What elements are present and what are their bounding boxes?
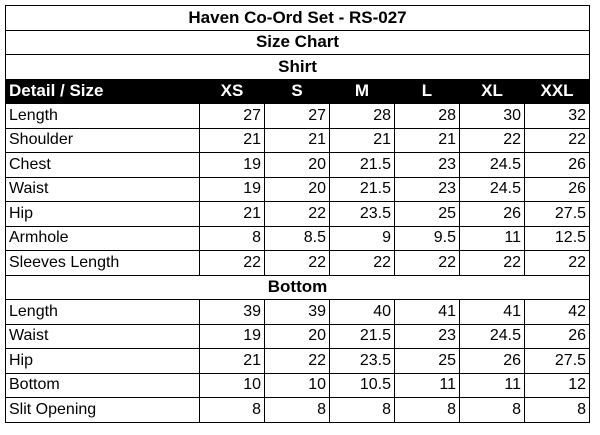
measurement-cell: 20 [265, 177, 330, 202]
measurement-cell: 22 [265, 202, 330, 227]
measurement-cell: 19 [200, 177, 265, 202]
measurement-cell: 30 [460, 104, 525, 129]
measurement-cell: 21.5 [330, 153, 395, 178]
measurement-cell: 27.5 [525, 202, 590, 227]
size-header-xs: XS [200, 79, 265, 104]
measurement-cell: 11 [460, 226, 525, 251]
measurement-cell: 21 [395, 128, 460, 153]
measurement-cell: 8 [200, 398, 265, 423]
table-row [6, 300, 590, 325]
measurement-cell: 23 [395, 177, 460, 202]
measurement-cell: 39 [265, 300, 330, 325]
detail-size-header: Detail / Size [6, 79, 200, 104]
measurement-cell: 21 [200, 349, 265, 374]
measurement-cell: 23 [395, 153, 460, 178]
measurement-cell: 8.5 [265, 226, 330, 251]
size-chart-wrapper [5, 5, 590, 423]
measurement-cell: 26 [525, 324, 590, 349]
table-row [6, 349, 590, 374]
row-label: Waist [6, 177, 200, 202]
row-label: Length [6, 300, 200, 325]
measurement-cell: 8 [395, 398, 460, 423]
measurement-cell: 8 [265, 398, 330, 423]
measurement-cell: 22 [460, 251, 525, 276]
measurement-cell: 8 [330, 398, 395, 423]
measurement-cell: 24.5 [460, 324, 525, 349]
measurement-cell: 9.5 [395, 226, 460, 251]
measurement-cell: 25 [395, 202, 460, 227]
measurement-cell: 8 [525, 398, 590, 423]
measurement-cell: 22 [265, 349, 330, 374]
shirt-section-row [6, 55, 590, 80]
row-label: Hip [6, 349, 200, 374]
measurement-cell: 21 [200, 128, 265, 153]
measurement-cell: 26 [460, 349, 525, 374]
measurement-cell: 12 [525, 373, 590, 398]
measurement-cell: 39 [200, 300, 265, 325]
row-label: Sleeves Length [6, 251, 200, 276]
measurement-cell: 11 [395, 373, 460, 398]
measurement-cell: 32 [525, 104, 590, 129]
table-row [6, 373, 590, 398]
measurement-cell: 41 [460, 300, 525, 325]
size-chart-heading: Size Chart [6, 30, 590, 55]
size-header-m: M [330, 79, 395, 104]
table-row [6, 226, 590, 251]
table-row [6, 324, 590, 349]
size-header-xl: XL [460, 79, 525, 104]
measurement-cell: 26 [525, 153, 590, 178]
row-label: Hip [6, 202, 200, 227]
measurement-cell: 40 [330, 300, 395, 325]
row-label: Shoulder [6, 128, 200, 153]
measurement-cell: 22 [525, 251, 590, 276]
measurement-cell: 25 [395, 349, 460, 374]
table-row [6, 202, 590, 227]
bottom-section-row [6, 275, 590, 300]
measurement-cell: 10 [200, 373, 265, 398]
measurement-cell: 42 [525, 300, 590, 325]
table-row [6, 104, 590, 129]
measurement-cell: 11 [460, 373, 525, 398]
row-label: Chest [6, 153, 200, 178]
row-label: Armhole [6, 226, 200, 251]
row-label: Waist [6, 324, 200, 349]
title-row [6, 6, 590, 31]
measurement-cell: 21 [330, 128, 395, 153]
measurement-cell: 28 [395, 104, 460, 129]
size-header-xxl: XXL [525, 79, 590, 104]
measurement-cell: 22 [265, 251, 330, 276]
measurement-cell: 8 [460, 398, 525, 423]
measurement-cell: 27 [200, 104, 265, 129]
measurement-cell: 10.5 [330, 373, 395, 398]
size-header-l: L [395, 79, 460, 104]
row-label: Bottom [6, 373, 200, 398]
row-label: Slit Opening [6, 398, 200, 423]
measurement-cell: 19 [200, 324, 265, 349]
bottom-section-heading: Bottom [6, 275, 590, 300]
measurement-cell: 21.5 [330, 324, 395, 349]
measurement-cell: 22 [525, 128, 590, 153]
subtitle-row [6, 30, 590, 55]
measurement-cell: 22 [395, 251, 460, 276]
measurement-cell: 9 [330, 226, 395, 251]
shirt-section-heading: Shirt [6, 55, 590, 80]
measurement-cell: 23.5 [330, 349, 395, 374]
measurement-cell: 23 [395, 324, 460, 349]
measurement-cell: 12.5 [525, 226, 590, 251]
measurement-cell: 8 [200, 226, 265, 251]
measurement-cell: 24.5 [460, 177, 525, 202]
measurement-cell: 27 [265, 104, 330, 129]
measurement-cell: 27.5 [525, 349, 590, 374]
measurement-cell: 19 [200, 153, 265, 178]
table-row [6, 398, 590, 423]
measurement-cell: 28 [330, 104, 395, 129]
size-header-s: S [265, 79, 330, 104]
product-title: Haven Co-Ord Set - RS-027 [6, 6, 590, 31]
measurement-cell: 26 [525, 177, 590, 202]
measurement-cell: 22 [460, 128, 525, 153]
measurement-cell: 24.5 [460, 153, 525, 178]
measurement-cell: 10 [265, 373, 330, 398]
header-row [6, 79, 590, 104]
table-row [6, 128, 590, 153]
size-chart-table [5, 5, 590, 423]
measurement-cell: 21 [265, 128, 330, 153]
measurement-cell: 20 [265, 324, 330, 349]
measurement-cell: 20 [265, 153, 330, 178]
measurement-cell: 26 [460, 202, 525, 227]
table-row [6, 251, 590, 276]
row-label: Length [6, 104, 200, 129]
measurement-cell: 21.5 [330, 177, 395, 202]
measurement-cell: 21 [200, 202, 265, 227]
measurement-cell: 22 [200, 251, 265, 276]
table-row [6, 177, 590, 202]
measurement-cell: 23.5 [330, 202, 395, 227]
measurement-cell: 22 [330, 251, 395, 276]
table-row [6, 153, 590, 178]
measurement-cell: 41 [395, 300, 460, 325]
